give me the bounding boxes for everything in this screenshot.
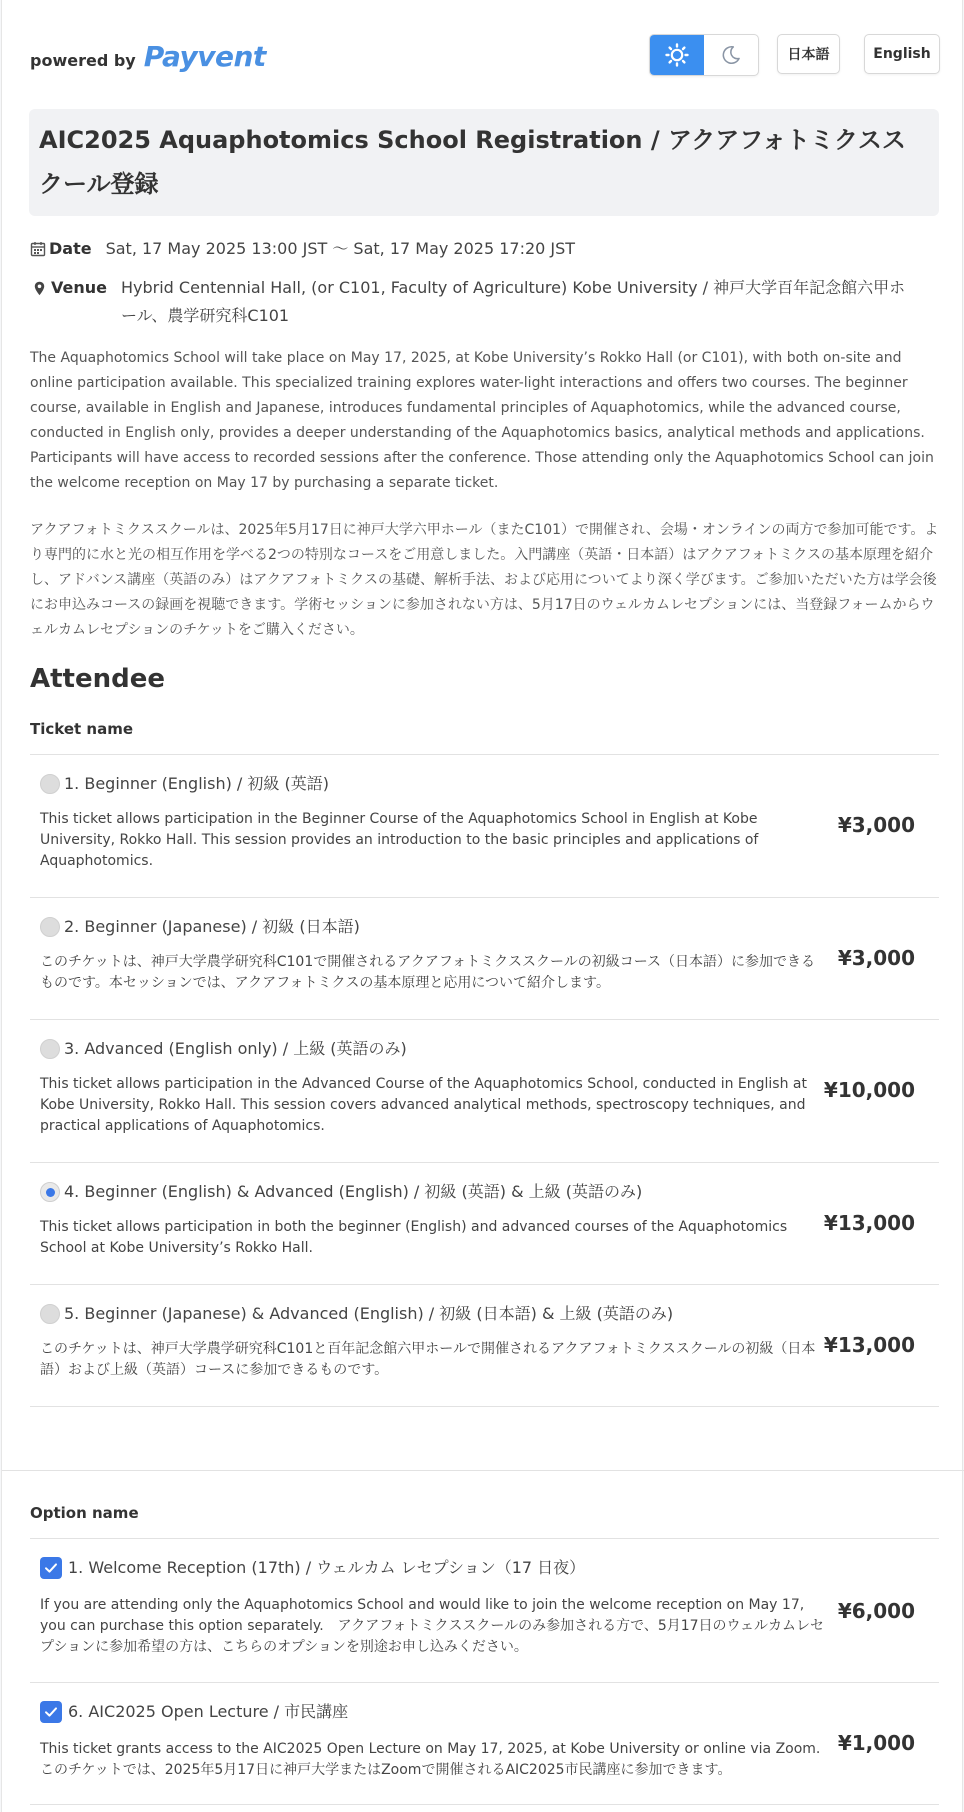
powered-by xyxy=(30,40,266,73)
sun-icon xyxy=(665,43,689,67)
option-description: If you are attending only the Aquaphotomics School and would like to join the welcome reception on May 17, you can purchase this option separately. アクアフォトミクススクールのみ参加される方で、5月17日のウェルカムレセプションに参加希望の方は、こちらのオプションを別途お申し込みください。 xyxy=(40,1597,824,1655)
attendee-heading: Attendee xyxy=(30,664,166,694)
check-icon xyxy=(44,1561,58,1575)
payvent-logo[interactable]: Payvent xyxy=(143,40,266,73)
description-english: The Aquaphotomics School will take place on May 17, 2025, at Kobe University’s Rokko Hall (or C101), with both on-site and online participation available. This specialized training explores water-light interactions and offers two courses. The beginner course, available in English and Japanese, introduces fundamental principles of Aquaphotomics, while the advanced course, conducted in English only, provides a deeper understanding of the Aquaphotomics basics, analytical methods and applications. Participants will have access to recorded sessions after the conference. Those attending only the Aquaphotomics School can join the welcome reception on May 17 by purchasing a separate ticket. xyxy=(30,350,934,491)
venue-label-text: Venue xyxy=(51,278,107,297)
option-title-row xyxy=(40,1701,348,1723)
ticket-radio-selected[interactable] xyxy=(40,1182,60,1202)
option-checkbox[interactable] xyxy=(40,1557,62,1579)
ticket-radio[interactable] xyxy=(40,774,60,794)
option-description: This ticket grants access to the AIC2025 Open Lecture on May 17, 2025, at Kobe University or online via Zoom. このチケットでは、2025年5月17日に神戸大学またはZoomで開催されるAIC2025市民講座に参加できます。 xyxy=(40,1741,821,1778)
option-list xyxy=(30,1538,939,1805)
date-label-text: Date xyxy=(49,239,92,258)
event-venue-row xyxy=(30,274,910,330)
ticket-title-row xyxy=(40,916,360,938)
ticket-radio[interactable] xyxy=(40,917,60,937)
language-english-button[interactable]: English xyxy=(864,34,940,74)
moon-icon xyxy=(720,44,742,66)
registration-page xyxy=(1,0,963,1812)
ticket-description: This ticket allows participation in the Advanced Course of the Aquaphotomics School, conducted in English at Kobe University, Rokko Hall. This session covers advanced analytical methods, spectroscopy techniques, and practical applications of Aquaphotomics. xyxy=(40,1076,807,1134)
calendar-icon xyxy=(30,241,46,257)
ticket-title: 1. Beginner (English) / 初級 (英語) xyxy=(64,774,329,793)
event-title-box xyxy=(29,109,939,216)
ticket-name-header: Ticket name xyxy=(30,720,134,738)
ticket-title-row xyxy=(40,1181,642,1203)
option-item[interactable] xyxy=(30,1539,939,1683)
theme-toggle xyxy=(649,34,759,76)
option-title: 6. AIC2025 Open Lecture / 市民講座 xyxy=(68,1702,349,1721)
option-price: ¥6,000 xyxy=(837,1599,915,1623)
ticket-title-row xyxy=(40,773,329,795)
ticket-description: This ticket allows participation in the Beginner Course of the Aquaphotomics School in English at Kobe University, Rokko Hall. This session provides an introduction to the basic principles and applications of Aquaphotomics. xyxy=(40,811,759,869)
ticket-title: 3. Advanced (English only) / 上級 (英語のみ) xyxy=(64,1039,407,1058)
map-pin-icon xyxy=(34,281,45,296)
ticket-title: 2. Beginner (Japanese) / 初級 (日本語) xyxy=(64,917,360,936)
section-divider xyxy=(2,1470,964,1471)
ticket-price: ¥10,000 xyxy=(823,1078,915,1102)
ticket-title-row xyxy=(40,1303,673,1325)
ticket-price: ¥13,000 xyxy=(823,1333,915,1357)
ticket-option-selected[interactable] xyxy=(30,1163,939,1285)
option-checkbox[interactable] xyxy=(40,1701,62,1723)
ticket-option[interactable] xyxy=(30,1285,939,1407)
ticket-description: This ticket allows participation in both the beginner (English) and advanced courses of the Aquaphotomics School at Kobe University’s Rokko Hall. xyxy=(40,1219,788,1256)
description-japanese: アクアフォトミクススクールは、2025年5月17日に神戸大学六甲ホール（またC101）で開催され、会場・オンラインの両方で参加可能です。より専門的に水と光の相互作用を学べる2つの特別なコースをご用意しました。入門講座（英語・日本語）はアクアフォトミクスの基本原理を紹介し、アドバンス講座（英語のみ）はアクアフォトミクスの基礎、解析手法、および応用についてより深く学びます。ご参加いただいた方は学会後にお申込みコースの録画を視聴できます。学術セッションに参加されない方は、5月17日のウェルカムレセプションには、当登録フォームからウェルカムレセプションのチケットをご購入ください。 xyxy=(30,522,939,638)
check-icon xyxy=(44,1705,58,1719)
ticket-radio[interactable] xyxy=(40,1039,60,1059)
ticket-list xyxy=(30,754,939,1407)
ticket-description: このチケットは、神戸大学農学研究科C101で開催されるアクアフォトミクススクールの初級コース（日本語）に参加できるものです。本セッションでは、アクアフォトミクスの基本原理と応用について紹介します。 xyxy=(40,954,815,991)
ticket-option[interactable] xyxy=(30,1020,939,1163)
light-theme-button[interactable] xyxy=(650,35,704,75)
event-date-row xyxy=(30,235,575,263)
ticket-price: ¥13,000 xyxy=(823,1211,915,1235)
ticket-title: 4. Beginner (English) & Advanced (English) / 初級 (英語) & 上級 (英語のみ) xyxy=(64,1182,643,1201)
ticket-option[interactable] xyxy=(30,898,939,1020)
event-title: AIC2025 Aquaphotomics School Registration / アクアフォトミクススクール登録 xyxy=(39,126,906,198)
ticket-price: ¥3,000 xyxy=(837,946,915,970)
venue-label xyxy=(34,274,107,302)
date-label xyxy=(30,235,92,263)
powered-by-label: powered by xyxy=(30,51,136,70)
option-item[interactable] xyxy=(30,1683,939,1805)
option-title: 1. Welcome Reception (17th) / ウェルカム レセプション（17 日夜） xyxy=(68,1558,586,1577)
ticket-title: 5. Beginner (Japanese) & Advanced (English) / 初級 (日本語) & 上級 (英語のみ) xyxy=(64,1304,674,1323)
option-price: ¥1,000 xyxy=(837,1731,915,1755)
dark-theme-button[interactable] xyxy=(704,35,758,75)
venue-value: Hybrid Centennial Hall, (or C101, Faculty of Agriculture) Kobe University / 神戸大学百年記念館六甲ホール、農学研究科C101 xyxy=(121,278,906,325)
ticket-option[interactable] xyxy=(30,755,939,898)
option-title-row xyxy=(40,1557,585,1579)
date-value: Sat, 17 May 2025 13:00 JST 〜 Sat, 17 May 2025 17:20 JST xyxy=(105,239,576,258)
header xyxy=(30,26,936,88)
option-name-header: Option name xyxy=(30,1504,139,1522)
ticket-radio[interactable] xyxy=(40,1304,60,1324)
language-japanese-button[interactable]: 日本語 xyxy=(777,34,840,74)
ticket-title-row xyxy=(40,1038,407,1060)
ticket-price: ¥3,000 xyxy=(837,813,915,837)
ticket-description: このチケットは、神戸大学農学研究科C101と百年記念館六甲ホールで開催されるアクアフォトミクススクールの初級（日本語）および上級（英語）コースに参加できるものです。 xyxy=(40,1341,816,1378)
